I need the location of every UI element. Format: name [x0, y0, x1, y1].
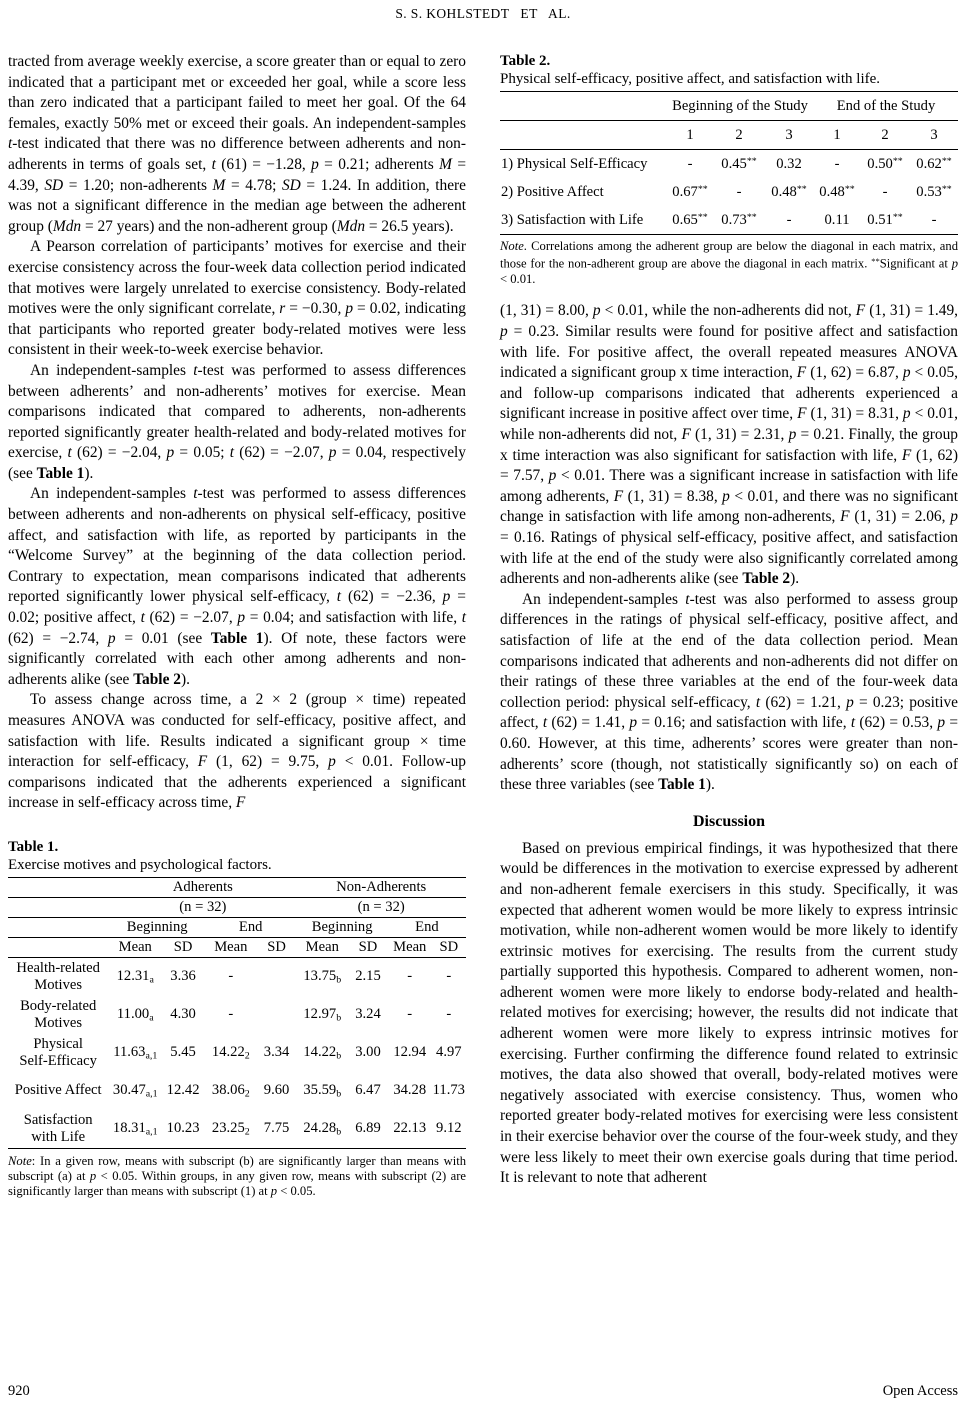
table-1-cell: $24.28_b$ — [303, 1120, 342, 1138]
table-2-cell: - — [931, 211, 937, 228]
table-1-cell: 10.23 — [166, 1120, 200, 1137]
table-1-n-adherents: (n = 32) — [179, 898, 227, 915]
spacer-cell — [8, 877, 109, 897]
paragraph-left-5: To assess change across time, a 2 × 2 (group × time) repeated measures ANOVA was conducted for self-efficacy, positive affect, and satisfaction with life. Results indicated a significant group × time interaction for self-efficacy, F (1, 62) = 9.75, p < 0.01. Follow-up comparisons indicated that the adherents experienced a significant increase in self-efficacy across time, F — [8, 691, 467, 812]
table-1-time-end-n: End — [415, 918, 439, 935]
table-1-cell: - — [407, 1006, 413, 1023]
paragraph-right-3: Based on previous empirical findings, it was hypothesized that there would be differences in the motivation to exercise expressed by adherent and non-adherent female exercisers in this study. Specifically, it was expected that adherent women would be more likely to express intrinsic motivation, while non-adherent women would be more likely to identify extrinsic motives for exercising. The results from the current study partially supported this hypothesis. Compared to adherent women, non-adherent women were more likely to endorse body-related and health-related motives for exercising; however, the results did not indicate that adherent women were more likely to express intrinsic motives for exercising. Further confirming the difference found related to extrinsic motives, the data also showed that overall, body-related motives were negatively associated with exercise consistency. Thus, women who reported greater body-related motives for exercising were less consistent in their exercise behavior over the course of the four-week study, and they were less likely to meet their own exercise goals during that time period. It is relevant to note that adherent — [500, 839, 958, 1187]
table-1-block — [8, 838, 466, 1200]
table-2-cell: 0.67** — [672, 183, 708, 200]
spacer-cell — [8, 897, 109, 917]
spacer-cell — [8, 917, 109, 937]
table-2-group-header-row — [500, 92, 958, 121]
table-1-row-label: Satisfaction with Life — [23, 1111, 93, 1145]
table-row — [500, 206, 958, 235]
table-2-caption: Physical self-efficacy, positive affect, and satisfaction with life. — [500, 71, 881, 87]
table-2-row-label: 3) Satisfaction with Life — [501, 211, 644, 228]
table-1-group-header-row — [8, 877, 466, 897]
table-2 — [500, 91, 958, 235]
paragraph-right-2: An independent-samples t-test was also performed to assess group differences in the ratings of physical self-efficacy, positive affect, and satisfaction of life at the end of the data collection period. Mean comparisons indicated that adherents and non-adherents did not differ on their ratings of these three variables at the end of the four-week data collection period: physical self-efficacy, t (62) = 1.21, p = 0.23; positive affect, t (62) = 1.41, p = 0.16; and satisfaction with life, t (62) = 0.53, p = 0.60. However, at this time, adherents’ scores were greater than non-adherents’ score (though, not statistically significantly so) on each of these three variables (see Table 1). — [500, 590, 959, 794]
table-2-index-header-row — [500, 121, 958, 150]
table-1-n-non-adherents: (n = 32) — [357, 898, 405, 915]
paragraph-left-3: An independent-samples t-test was performed to assess differences between adherents’ and non-adherents’ motives for exercise. Mean comparisons indicated that compared to adherents, non-adherents reported significantly greater health-related and body-related motives for exercise, t (62) = −2.04, p = 0.05; t (62) = −2.07, p = 0.04, respectively (see Table 1). — [8, 361, 467, 482]
table-row — [8, 1110, 466, 1149]
table-1-stat-header: Mean — [118, 938, 152, 955]
table-2-cell: 0.48** — [819, 183, 855, 200]
table-1-group-adherents: Adherents — [172, 878, 233, 895]
table-1-cell — [257, 957, 297, 996]
table-1-cell — [257, 996, 297, 1034]
table-1-cell: - — [228, 1006, 234, 1023]
table-1-row-label: Positive Affect — [14, 1082, 102, 1099]
table-1-stat-header: Mean — [393, 938, 427, 955]
table-1-group-non-adherents: Non-Adherents — [336, 878, 427, 895]
page-number: 920 — [8, 1383, 30, 1399]
table-1-cell: 3.34 — [263, 1044, 290, 1061]
table-2-cell: - — [736, 183, 742, 200]
table-1-cell: $11.00_a$ — [116, 1006, 154, 1024]
table-1-stat-header: SD — [173, 938, 193, 955]
table-2-index-header: 1 — [833, 126, 841, 143]
table-1-time-end-a: End — [238, 918, 263, 935]
table-1-row-label: Physical Self-Efficacy — [19, 1035, 97, 1069]
table-1-cell: 9.12 — [436, 1120, 462, 1137]
table-1-number: Table 1. — [8, 838, 59, 855]
table-1-stat-header: SD — [439, 938, 459, 955]
table-1-cell: 3.24 — [355, 1006, 381, 1023]
table-2-index-header: 3 — [785, 126, 793, 143]
table-1-cell: $18.31_{a,1}$ — [112, 1120, 158, 1138]
section-heading-discussion: Discussion — [692, 812, 766, 830]
table-1-cell: 5.45 — [170, 1044, 196, 1061]
table-2-cell: - — [786, 211, 792, 228]
spacer-cell — [500, 92, 666, 121]
table-1-cell: 4.97 — [436, 1044, 462, 1061]
table-1-cell: $23.25_2$ — [211, 1120, 250, 1138]
table-2-cell: 0.45** — [721, 155, 757, 172]
table-1-time-beginning-a: Beginning — [126, 918, 188, 935]
table-1-cell: - — [446, 968, 452, 985]
table-2-cell: 0.65** — [672, 211, 708, 228]
table-2-cell: 0.50** — [867, 155, 903, 172]
table-1-cell: 22.13 — [393, 1120, 427, 1137]
table-1-n-row — [8, 897, 466, 917]
table-1-cell: 4.30 — [170, 1006, 196, 1023]
table-2-cell: 0.11 — [824, 211, 850, 228]
page-footer — [8, 1383, 958, 1400]
table-1-note: Note: In a given row, means with subscript (b) are significantly larger than means with subscript (a) at p < 0.05. Within groups, in any given row, means with subscript (2) are significantly larger than means with subscript (1) at p < 0.05. — [8, 1153, 466, 1199]
table-1-cell: $12.97_b$ — [303, 1006, 342, 1024]
table-2-cell: - — [882, 183, 888, 200]
table-1-cell: 34.28 — [393, 1082, 427, 1099]
table-2-cell: 0.53** — [916, 183, 952, 200]
table-2-cell: 0.32 — [776, 155, 802, 172]
table-1-cell: - — [228, 968, 234, 985]
table-1-cell: 12.42 — [166, 1082, 200, 1099]
table-row — [8, 1034, 466, 1072]
table-2-index-header: 1 — [686, 126, 694, 143]
table-2-number: Table 2. — [500, 53, 551, 69]
right-column — [500, 52, 958, 1189]
table-1-cell: $13.75_b$ — [303, 968, 342, 986]
table-2-cell: - — [687, 155, 693, 172]
table-2-row-label: 1) Physical Self-Efficacy — [501, 155, 648, 172]
table-1-stat-header: Mean — [305, 938, 339, 955]
table-2-cell: 0.51** — [867, 211, 903, 228]
table-2-cell: 0.62** — [916, 155, 952, 172]
table-2-cell: - — [834, 155, 840, 172]
table-1-cell: 2.15 — [355, 968, 381, 985]
table-row — [8, 1072, 466, 1110]
paragraph-left-1: tracted from average weekly exercise, a score greater than or equal to zero indicated that a participant met or exceeded her goal, while a score less than zero indicated that a participant failed to meet her goal. Of the 64 females, exactly 50% met or exceed their goals. An independent-samples t-test indicated that there was no difference between adherents and non-adherents in terms of goals set, t (61) = −1.28, p = 0.21; adherents M = 4.39, SD = 1.20; non-adherents M = 4.78; SD = 1.24. In addition, there was not a significant difference in the median age between the adherent group (Mdn = 27 years) and the non-adherent group (Mdn = 26.5 years). — [8, 53, 466, 235]
table-row — [500, 178, 958, 206]
table-1-row-label: Body-related Motives — [20, 997, 97, 1031]
table-2-index-header: 2 — [735, 126, 743, 143]
spacer-cell — [8, 937, 109, 957]
table-row — [8, 957, 466, 996]
table-1-cell: $11.63_{a,1}$ — [113, 1044, 158, 1062]
table-1-stat-header: SD — [267, 938, 286, 955]
table-1-cell: 9.60 — [263, 1082, 290, 1099]
paragraph-right-1: (1, 31) = 8.00, p < 0.01, while the non-adherents did not, F (1, 31) = 1.49, p = 0.23. Similar results were found for positive affect and satisfaction with life. For positive affect, the overall repeated measures ANOVA indicated a significant group x time interaction, F (1, 62) = 6.87, p < 0.05, and follow-up comparisons indicated that adherents experienced a significant increase in positive affect over time, F (1, 31) = 8.31, p < 0.01, while non-adherents did not, F (1, 31) = 2.31, p = 0.21. Finally, the group x time interaction was also significant for satisfaction with life, F (1, 62) = 7.57, p < 0.01. There was a significant increase in satisfaction with life among adherents, F (1, 31) = 8.38, p < 0.01, and there was no significant change in satisfaction with life among non-adherents, F (1, 31) = 2.06, p = 0.16. Ratings of physical self-efficacy, positive affect, and satisfaction with life at the end of the study were also significantly correlated among adherents and non-adherents alike (see Table 2). — [500, 302, 959, 588]
table-1-row-label: Health-related Motives — [16, 959, 100, 993]
table-1-stat-header: Mean — [214, 938, 248, 955]
table-2-row-label: 2) Positive Affect — [501, 183, 604, 200]
table-1-cell: $38.06_2$ — [211, 1082, 250, 1100]
table-1-cell: 12.94 — [393, 1044, 427, 1061]
table-1-cell: 11.73 — [432, 1082, 465, 1099]
table-2-block — [500, 52, 958, 287]
table-2-cell: 0.73** — [721, 211, 757, 228]
table-2-cell: 0.48** — [771, 183, 807, 200]
table-row — [500, 150, 958, 179]
table-1-cell: 7.75 — [263, 1120, 290, 1137]
left-column — [8, 52, 466, 1200]
paragraph-left-4: An independent-samples t-test was performed to assess differences between adherents and non-adherents on physical self-efficacy, positive affect, and satisfaction with life, as reported by participants in the “Welcome Survey” at the beginning of the data collection period. Contrary to expectation, mean comparisons indicated that adherents reported significantly lower physical self-efficacy, t (62) = −2.36, p = 0.02; positive affect, t (62) = −2.07, p = 0.04; and satisfaction with life, t (62) = −2.74, p = 0.01 (see Table 1). Of note, these factors were significantly correlated with each other among adherents and non-adherents alike (see Table 2). — [8, 485, 467, 688]
table-2-group-end: End of the Study — [836, 97, 936, 114]
table-1-cell: 3.00 — [355, 1044, 381, 1061]
open-access-label: Open Access — [882, 1383, 958, 1399]
table-1-cell: $14.22_b$ — [303, 1044, 342, 1062]
table-2-group-beginning: Beginning of the Study — [672, 97, 808, 114]
table-1-time-beginning-n: Beginning — [311, 918, 373, 935]
table-1-stat-header: SD — [358, 938, 378, 955]
table-1-stat-header-row — [8, 937, 466, 957]
table-1-cell: $30.47_{a,1}$ — [112, 1082, 158, 1100]
table-1-cell: $35.59_b$ — [303, 1082, 342, 1100]
table-1-cell: $12.31_a$ — [116, 968, 154, 986]
table-1-cell: 6.89 — [355, 1120, 381, 1137]
table-1-time-header-row — [8, 917, 466, 937]
table-1-cell: 6.47 — [355, 1082, 381, 1099]
table-2-index-header: 2 — [881, 126, 889, 143]
table-2-index-header: 3 — [930, 126, 938, 143]
table-1-caption: Exercise motives and psychological factors. — [8, 856, 272, 873]
running-head: S. S. KOHLSTEDT ET AL. — [395, 6, 571, 21]
table-2-note: Note. Correlations among the adherent group are below the diagonal in each matrix, and those for the non-adherent group are above the diagonal in each matrix. **Significant at p < 0.01. — [500, 239, 958, 287]
paragraph-left-2: A Pearson correlation of participants’ motives for exercise and their exercise consistency across the four-week data collection period indicated that motives were largely unrelated to exercise consistency. Body-related motives were the only significant correlate, r = −0.30, p = 0.02, indicating that participants who reported greater body-related motives were less consistent in their week-to-week exercise behavior. — [8, 238, 466, 359]
table-1-cell: - — [407, 968, 413, 985]
table-1-cell: $14.22_2$ — [211, 1044, 250, 1062]
table-1-cell: 3.36 — [170, 968, 196, 985]
table-1-cell: - — [446, 1006, 452, 1023]
spacer-cell — [500, 121, 666, 150]
table-1 — [8, 877, 466, 1149]
table-row — [8, 996, 466, 1034]
